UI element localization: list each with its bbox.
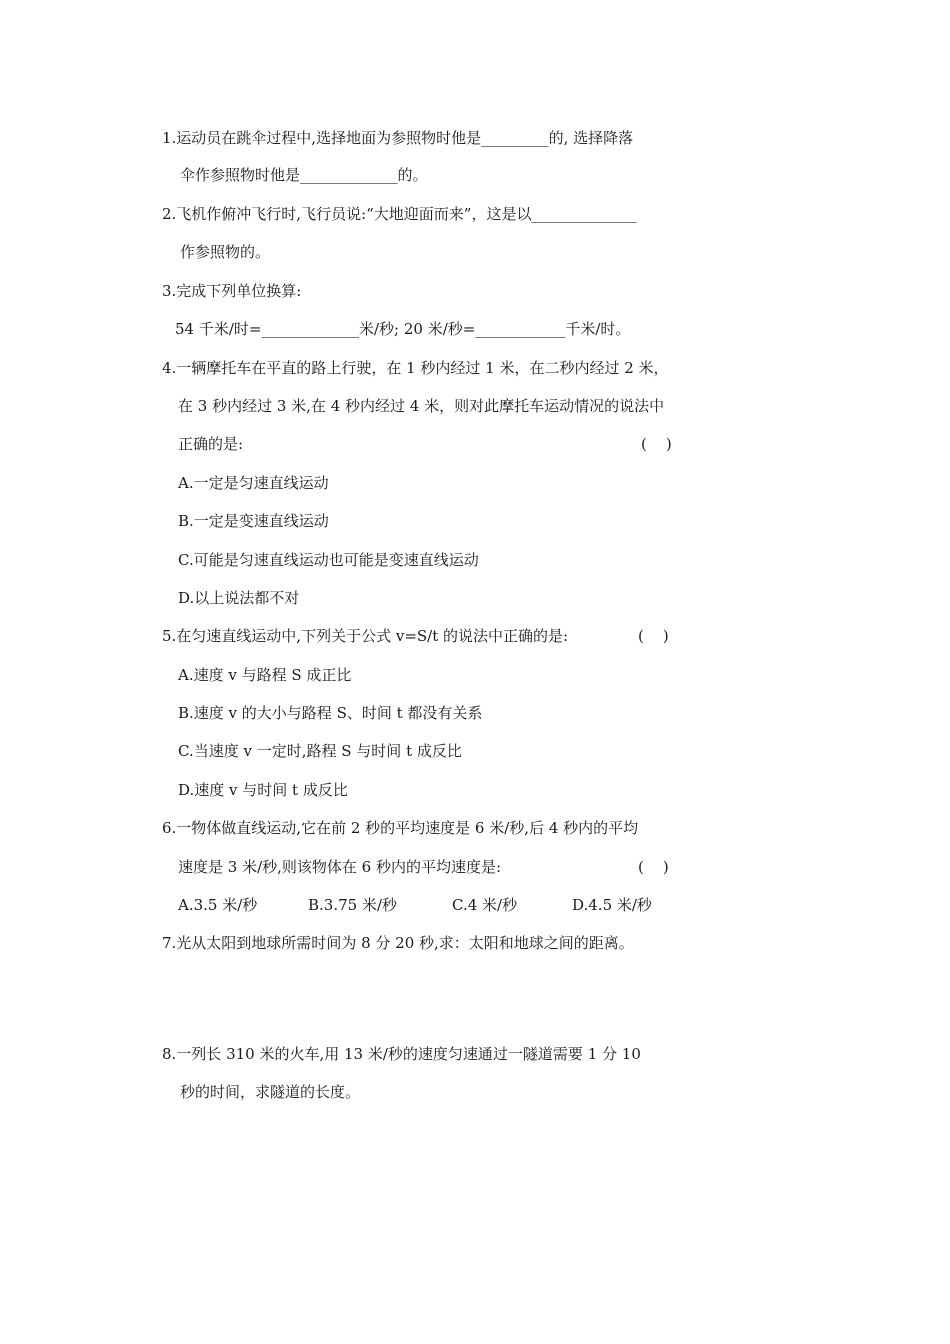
q2-line2: 作参照物的。 <box>180 243 271 261</box>
q5-answer-paren: ( ) <box>638 627 669 645</box>
q6-option-d: D.4.5 米/秒 <box>572 896 652 914</box>
q6-line1: 6.一物体做直线运动,它在前 2 秒的平均速度是 6 米/秒,后 4 秒内的平均 <box>162 819 639 837</box>
q6-option-a: A.3.5 米/秒 <box>178 896 258 914</box>
q2-line1: 2.飞机作俯冲飞行时,飞行员说:“大地迎面而来”，这是以______________ <box>162 205 637 223</box>
q5-option-b: B.速度 v 的大小与路程 S、时间 t 都没有关系 <box>178 704 483 722</box>
q3-line2: 54 千米/时=_____________米/秒; 20 米/秒=____________千米/时。 <box>175 320 631 338</box>
q3-line1: 3.完成下列单位换算: <box>162 282 302 300</box>
q4-line1: 4.一辆摩托车在平直的路上行驶，在 1 秒内经过 1 米，在二秒内经过 2 米， <box>162 359 669 377</box>
q7-line1: 7.光从太阳到地球所需时间为 8 分 20 秒,求：太阳和地球之间的距离。 <box>162 934 634 952</box>
q4-option-a: A.一定是匀速直线运动 <box>178 474 329 492</box>
q6-line2: 速度是 3 米/秒,则该物体在 6 秒内的平均速度是: <box>178 858 502 876</box>
q1-line2: 伞作参照物时他是_____________的。 <box>180 166 428 184</box>
q8-line2: 秒的时间，求隧道的长度。 <box>180 1083 361 1101</box>
q8-line1: 8.一列长 310 米的火车,用 13 米/秒的速度匀速通过一隧道需要 1 分 10 <box>162 1045 641 1063</box>
q5-option-c: C.当速度 v 一定时,路程 S 与时间 t 成反比 <box>178 742 462 760</box>
q4-answer-paren: ( ) <box>641 435 672 453</box>
q4-option-b: B.一定是变速直线运动 <box>178 512 329 530</box>
q6-option-b: B.3.75 米/秒 <box>308 896 398 914</box>
q6-option-c: C.4 米/秒 <box>452 896 518 914</box>
q4-line2: 在 3 秒内经过 3 米,在 4 秒内经过 4 米，则对此摩托车运动情况的说法中 <box>178 397 665 415</box>
q4-line3: 正确的是: <box>178 435 244 453</box>
q4-option-c: C.可能是匀速直线运动也可能是变速直线运动 <box>178 551 479 569</box>
q5-line1: 5.在匀速直线运动中,下列关于公式 v=S/t 的说法中正确的是: <box>162 627 569 645</box>
q1-line1: 1.运动员在跳伞过程中,选择地面为参照物时他是_________的, 选择降落 <box>162 129 634 147</box>
q5-option-a: A.速度 v 与路程 S 成正比 <box>178 666 352 684</box>
q4-option-d: D.以上说法都不对 <box>178 589 300 607</box>
q6-answer-paren: ( ) <box>638 858 669 876</box>
q5-option-d: D.速度 v 与时间 t 成反比 <box>178 781 348 799</box>
